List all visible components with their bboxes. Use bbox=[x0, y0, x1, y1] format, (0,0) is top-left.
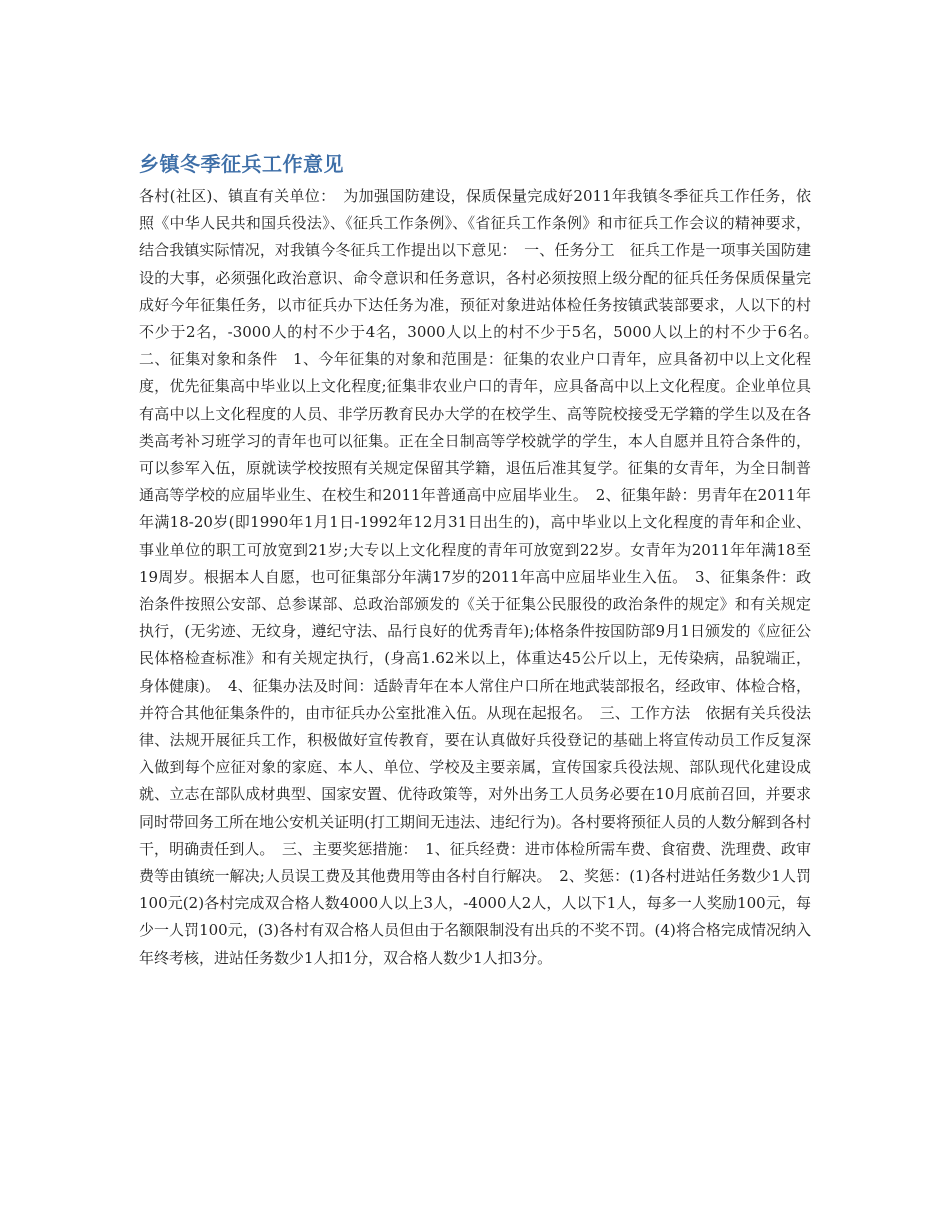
document-title: 乡镇冬季征兵工作意见 bbox=[139, 152, 344, 176]
document-body: 各村(社区)、镇直有关单位： 为加强国防建设，保质保量完成好2011年我镇冬季征兵工作任务，依照《中华人民共和国兵役法》、《征兵工作条例》、《省征兵工作条例》和市征兵工作会议的精神要求，结合我镇实际情况，对我镇今冬征兵工作提出以下意见： 一、任务分工 征兵工作是一项事关国防建设的大事，必须强化政治意识、命令意识和任务意识，各村必须按照上级分配的征兵任务保质保量完成好今年征集任务，以市征兵办下达任务为准，预征对象进站体检任务按镇武装部要求，人以下的村不少于2名，-3000人的村不少于4名，3000人以上的村不少于5名，5000人以上的村不少于6名。 二、征集对象和条件 1、今年征集的对象和范围是：征集的农业户口青年，应具备初中以上文化程度，优先征集高中毕业以上文化程度;征集非农业户口的青年，应具备高中以上文化程度。企业单位具有高中以上文化程度的人员、非学历教育民办大学的在校学生、高等院校接受无学籍的学生以及在各类高考补习班学习的青年也可以征集。正在全日制高等学校就学的学生，本人自愿并且符合条件的，可以参军入伍，原就读学校按照有关规定保留其学籍，退伍后准其复学。征集的女青年，为全日制普通高等学校的应届毕业生、在校生和2011年普通高中应届毕业生。 2、征集年龄：男青年在2011年年满18-20岁(即1990年1月1日-1992年12月31日出生的)，高中毕业以上文化程度的青年和企业、事业单位的职工可放宽到21岁;大专以上文化程度的青年可放宽到22岁。女青年为2011年年满18至19周岁。根据本人自愿，也可征集部分年满17岁的2011年高中应届毕业生入伍。 3、征集条件：政治条件按照公安部、总参谋部、总政治部颁发的《关于征集公民服役的政治条件的规定》和有关规定执行，(无劣迹、无纹身，遵纪守法、品行良好的优秀青年);体格条件按国防部9月1日颁发的《应征公民体格检查标准》和有关规定执行，(身高1.62米以上，体重达45公斤以上，无传染病，品貌端正，身体健康)。 4、征集办法及时间：适龄青年在本人常住户口所在地武装部报名，经政审、体检合格，并符合其他征集条件的，由市征兵办公室批准入伍。从现在起报名。 三、工作方法 依据有关兵役法律、法规开展征兵工作，积极做好宣传教育，要在认真做好兵役登记的基础上将宣传动员工作反复深入做到每个应征对象的家庭、本人、单位、学校及主要亲属，宣传国家兵役法规、部队现代化建设成就、立志在部队成材典型、国家安置、优待政策等，对外出务工人员务必要在10月底前召回，并要求同时带回务工所在地公安机关证明(打工期间无违法、违纪行为)。各村要将预征人员的人数分解到各村干，明确责任到人。 三、主要奖惩措施： 1、征兵经费：进市体检所需车费、食宿费、洗理费、政审费等由镇统一解决;人员误工费及其他费用等由各村自行解决。 2、奖惩：(1)各村进站任务数少1人罚100元(2)各村完成双合格人数4000人以上3人，-4000人2人，人以下1人，每多一人奖励100元，每少一人罚100元，(3)各村有双合格人员但由于名额限制没有出兵的不奖不罚。(4)将合格完成情况纳入年终考核，进站任务数少1人扣1分，双合格人数少1人扣3分。 bbox=[139, 187, 827, 967]
